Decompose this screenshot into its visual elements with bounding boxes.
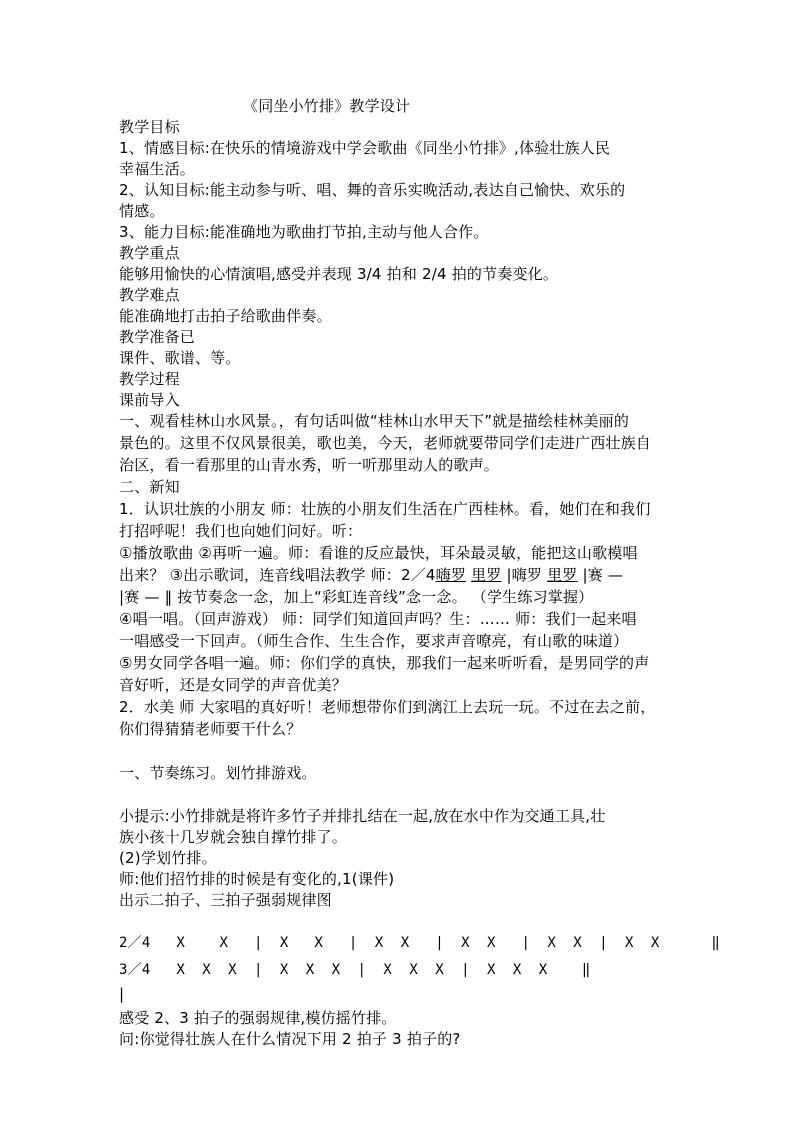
- heading-new-knowledge: 二、新知: [119, 478, 180, 496]
- text-line: (2)学划竹排。: [119, 849, 217, 867]
- text-line: 能够用愉快的心情演唱,感受并表现 3/4 拍和 2/4 拍的节奏变化。: [119, 265, 559, 283]
- text-line: 幸福生活。: [119, 160, 196, 178]
- text-line: 景色的。这里不仅风景很美，歌也美，今天，老师就要带同学们走进广西壮族自: [119, 434, 652, 452]
- text-line: |赛 — ‖ 按节奏念一念，加上“彩虹连音线”念一念。 （学生练习掌握）: [119, 588, 594, 606]
- heading-goals: 教学目标: [119, 118, 180, 136]
- text-line: ⑤男女同学各唱一遍。师：你们学的真快，那我们一起来听听看，是男同学的声: [119, 654, 650, 672]
- text-line: 情感。: [119, 202, 165, 220]
- text-line: 一唱感受一下回声。（师生合作、生生合作，要求声音嘹亮，有山歌的味道）: [119, 632, 629, 650]
- rhythm-3-4: 3／4 X X X | X X X | X X X | X X X ‖: [119, 962, 591, 978]
- rhythm-2-4: 2／4 X X | X X | X X | X X | X X | X X ‖: [119, 935, 720, 951]
- text-line: 你们得猜猜老师要干什么？: [119, 720, 302, 738]
- text-line: 2．水美 师 大家唱的真好听！老师想带你们到漓江上去玩一玩。不过在去之前，: [119, 698, 656, 716]
- text-line: 一、观看桂林山水风景。，有句话叫做“桂林山水甲天下”就是描绘桂林美丽的: [119, 412, 630, 430]
- text-line: 能准确地打击拍子给歌曲伴奏。: [119, 307, 332, 325]
- text-line: 3、能力目标:能准确地为歌曲打节拍,主动与他人合作。: [119, 223, 489, 241]
- page-title: 《同坐小竹排》教学设计: [243, 97, 411, 115]
- heading-preparation: 教学准备已: [119, 328, 196, 346]
- heading-process: 教学过程: [119, 370, 180, 388]
- text-line: 出示二拍子、三拍子强弱规律图: [119, 891, 332, 909]
- text-line: 1、情感目标:在快乐的情境游戏中学会歌曲《同坐小竹排》,体验壮族人民: [119, 139, 611, 157]
- text-line: 问:你觉得壮族人在什么情况下用 2 拍子 3 拍子的?: [119, 1030, 461, 1048]
- lyric-word: |嗨罗: [506, 566, 543, 584]
- lyric-word: 里罗: [471, 566, 502, 584]
- lyric-word: |赛 —: [582, 566, 624, 584]
- text-line: 小提示:小竹排就是将许多竹子并排扎结在一起,放在水中作为交通工具,壮: [119, 807, 606, 825]
- lyric-word: 里罗: [547, 566, 578, 584]
- text-line: 感受 2、3 拍子的强弱规律,模仿摇竹排。: [119, 1009, 397, 1027]
- text-line: 音好听，还是女同学的声音优美？: [119, 676, 348, 694]
- heading-difficulties: 教学难点: [119, 286, 180, 304]
- text-line: ④唱一唱。（回声游戏） 师：同学们知道回声吗？生：…… 师：我们一起来唱: [119, 610, 637, 628]
- lyrics-intro: 出来？ ③出示歌词，连音线唱法教学 师：2／4: [119, 566, 436, 584]
- heading-intro: 课前导入: [119, 391, 180, 409]
- text-line: 治区，看一看那里的山青水秀，听一听那里动人的歌声。: [119, 456, 500, 474]
- text-line: 师:他们招竹排的时候是有变化的,1(课件): [119, 870, 395, 888]
- text-line: 族小孩十几岁就会独自撑竹排了。: [119, 828, 348, 846]
- text-line: ①播放歌曲 ②再听一遍。师：看谁的反应最快，耳朵最灵敏，能把这山歌模唱: [119, 544, 638, 562]
- text-line: 2、认知目标:能主动参与听、唱、舞的音乐实晚活动,表达自己愉快、欢乐的: [119, 181, 626, 199]
- lyric-word: 嗨罗: [435, 566, 467, 584]
- heading-rhythm-practice: 一、节奏练习。划竹排游戏。: [119, 764, 317, 782]
- text-line: 课件、歌谱、等。: [119, 349, 241, 367]
- heading-key-points: 教学重点: [119, 244, 180, 262]
- text-line: 打招呼呢！我们也向她们问好。听：: [119, 522, 363, 540]
- bar-line-mark: |: [119, 985, 125, 1003]
- text-line-lyrics: [119, 565, 623, 586]
- text-line: 1．认识壮族的小朋友 师：壮族的小朋友们生活在广西桂林。看，她们在和我们: [119, 500, 651, 518]
